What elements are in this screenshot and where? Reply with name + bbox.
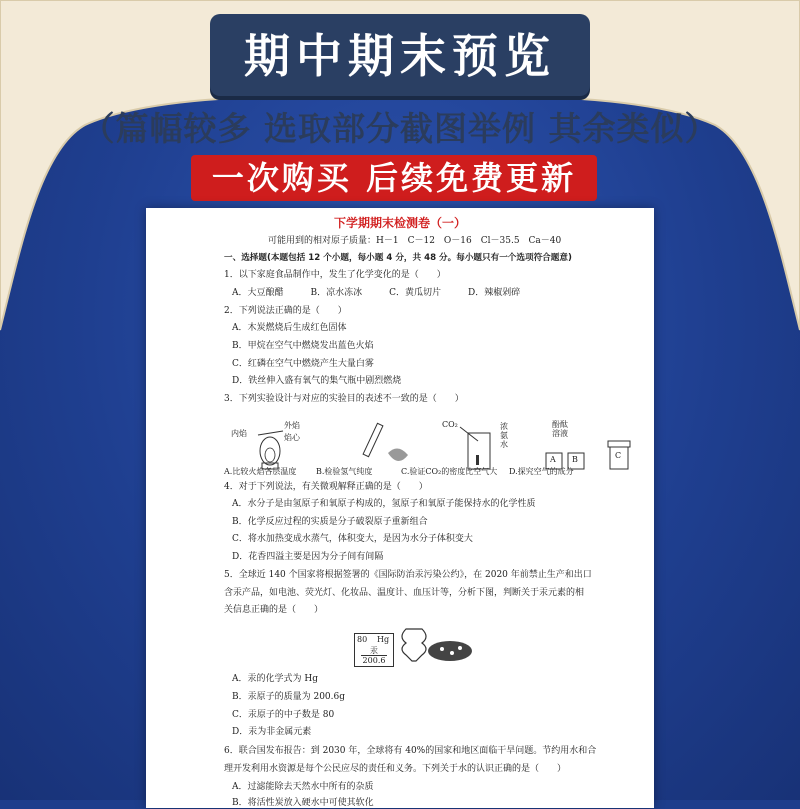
q5-option-a: A．汞的化学式为 Hg (232, 674, 318, 684)
q1-options: A．大豆酿醋 B．凉水冻冰 C．黄瓜切片 D．辣椒剁碎 (232, 288, 521, 298)
label-beaker-c: C (615, 451, 622, 460)
element-name: 汞 (370, 646, 378, 655)
subtitle: （篇幅较多 选取部分截图举例 其余类似） (81, 109, 719, 148)
q6-line2: 理开发利用水资源是每个公民应尽的责任和义务。下列关于水的认识正确的是（ ） (224, 764, 567, 774)
element-number: 80 (357, 635, 368, 644)
q6-option-a: A．过滤能除去天然水中所有的杂质 (232, 782, 374, 792)
mercury-products-figure (394, 623, 474, 668)
label-outer-flame: 外焰 (284, 421, 300, 430)
q5-option-b: B．汞原子的质量为 200.6g (232, 692, 346, 702)
q2-option-a: A．木炭燃烧后生成红色固体 (232, 323, 347, 333)
promo-banner: 一次购买 后续免费更新 (191, 155, 597, 201)
element-cell (354, 633, 394, 667)
label-co2: CO₂ (442, 420, 458, 429)
label-beaker-b: B (572, 455, 578, 464)
q3-stem: 3．下列实验设计与对应的实验目的表述不一致的是（ ） (224, 394, 464, 404)
q5-line1: 5．全球近 140 个国家将根据签署的《国际防治汞污染公约》，在 2020 年前禁止生产和出口 (224, 570, 592, 580)
caption-b: B.检验氢气纯度 (316, 467, 373, 476)
q2-stem: 2．下列说法正确的是（ ） (224, 306, 347, 316)
label-inner-flame: 内焰 (231, 429, 247, 438)
q2-option-d: D．铁丝伸入盛有氧气的集气瓶中剧烈燃烧 (232, 376, 402, 386)
test-tube-figure (363, 423, 408, 461)
q4-option-c: C．将水加热变成水蒸气，体积变大，是因为水分子体积变大 (232, 534, 473, 544)
caption-c: C.验证CO₂的密度比空气大 (401, 467, 498, 476)
beaker-figure (460, 427, 490, 469)
section-heading: 一、选择题(本题包括 12 个小题，每小题 4 分，共 48 分。每小题只有一个选项符合题意) (224, 253, 572, 263)
q4-option-d: D．花香四溢主要是因为分子间有间隔 (232, 552, 384, 562)
label-beaker-a: A (550, 455, 556, 464)
element-symbol: Hg (377, 635, 390, 644)
label-ammonia: 浓 氨 水 (500, 422, 508, 449)
q1-stem: 1．以下家庭食品制作中，发生了化学变化的是（ ） (224, 270, 446, 280)
q6-option-b: B．将活性炭放入硬水中可使其软化 (232, 798, 374, 808)
header-title: 期中期末预览 (210, 14, 590, 96)
flame-figure (258, 431, 283, 469)
q4-option-a: A．水分子是由氢原子和氧原子构成的，氢原子和氧原子能保持水的化学性质 (232, 499, 536, 509)
label-phenolphthalein: 酚酞 溶液 (552, 420, 568, 438)
label-flame-core: 焰心 (284, 433, 300, 442)
caption-a: A.比较火焰各层温度 (224, 467, 297, 476)
q5-line2: 含汞产品，如电池、荧光灯、化妆品、温度计、血压计等，分析下图，判断关于汞元素的相 (224, 588, 585, 598)
q2-option-c: C．红磷在空气中燃烧产生大量白雾 (232, 359, 374, 369)
caption-d: D.探究空气的成分 (509, 467, 574, 476)
q5-line3: 关信息正确的是（ ） (224, 605, 324, 615)
q5-option-c: C．汞原子的中子数是 80 (232, 710, 335, 720)
q2-option-b: B．甲烷在空气中燃烧发出蓝色火焰 (232, 341, 374, 351)
q6-line1: 6．联合国发布报告：到 2030 年，全球将有 40%的国家和地区面临干旱问题。节约用水和合 (224, 746, 597, 756)
atomic-masses: 可能用到的相对原子质量：H－1 C－12 O－16 Cl－35.5 Ca－40 (268, 236, 562, 246)
q4-stem: 4．对于下列说法，有关微观解释正确的是（ ） (224, 482, 428, 492)
q4-option-b: B．化学反应过程的实质是分子破裂原子重新组合 (232, 517, 428, 527)
exam-paper (146, 208, 654, 808)
element-mass: 200.6 (362, 656, 386, 665)
q5-option-d: D．汞为非金属元素 (232, 727, 312, 737)
header (0, 14, 800, 96)
paper-title: 下学期期末检测卷（一） (333, 216, 466, 230)
